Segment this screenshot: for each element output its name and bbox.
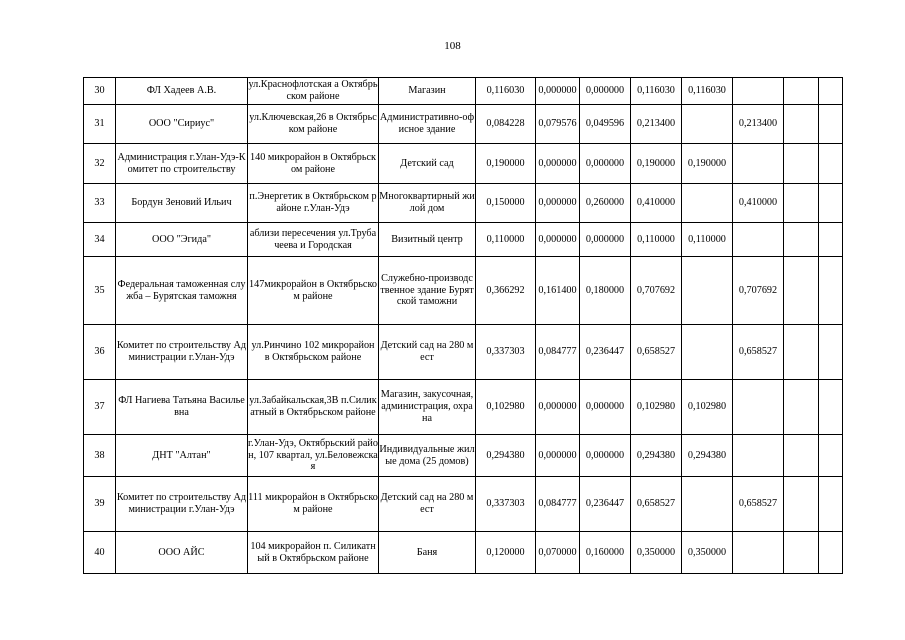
- object-address: п.Энергетик в Октябрьском районе г.Улан-Удэ: [248, 184, 379, 223]
- object-purpose: Детский сад на 280 мест: [379, 477, 476, 532]
- value-cell: 0,000000: [536, 78, 580, 105]
- value-cell: 0,084228: [476, 105, 536, 144]
- value-cell: 0,102980: [682, 380, 733, 435]
- value-cell: 0,000000: [580, 435, 631, 477]
- value-cell: 0,000000: [580, 144, 631, 184]
- object-address: 104 микрорайон п. Силикатный в Октябрьском районе: [248, 532, 379, 574]
- value-cell: 0,410000: [631, 184, 682, 223]
- value-cell: 0,000000: [536, 144, 580, 184]
- value-cell: [819, 144, 843, 184]
- row-number: 31: [84, 105, 116, 144]
- object-address: аблизи пересечения ул.Трубачеева и Городская: [248, 223, 379, 257]
- value-cell: [819, 477, 843, 532]
- applicant-name: Комитет по строительству Администрации г.Улан-Удэ: [116, 477, 248, 532]
- table-row: [84, 144, 843, 184]
- value-cell: 0,120000: [476, 532, 536, 574]
- row-number: 36: [84, 325, 116, 380]
- value-cell: 0,350000: [631, 532, 682, 574]
- value-cell: 0,260000: [580, 184, 631, 223]
- value-cell: 0,070000: [536, 532, 580, 574]
- value-cell: 0,350000: [682, 532, 733, 574]
- value-cell: 0,658527: [733, 477, 784, 532]
- value-cell: [819, 257, 843, 325]
- value-cell: 0,180000: [580, 257, 631, 325]
- page-number: 108: [444, 40, 461, 52]
- applicant-name: Администрация г.Улан-Удэ-Комитет по строительству: [116, 144, 248, 184]
- applicant-name: ДНТ "Алтан": [116, 435, 248, 477]
- value-cell: 0,000000: [536, 184, 580, 223]
- value-cell: 0,116030: [682, 78, 733, 105]
- value-cell: [784, 380, 819, 435]
- value-cell: [784, 78, 819, 105]
- object-purpose: Административно-офисное здание: [379, 105, 476, 144]
- value-cell: 0,084777: [536, 477, 580, 532]
- value-cell: 0,236447: [580, 477, 631, 532]
- row-number: 37: [84, 380, 116, 435]
- table-row: [84, 532, 843, 574]
- row-number: 35: [84, 257, 116, 325]
- value-cell: 0,000000: [536, 435, 580, 477]
- value-cell: 0,294380: [476, 435, 536, 477]
- table-row: [84, 184, 843, 223]
- applicant-name: ООО АЙС: [116, 532, 248, 574]
- value-cell: 0,366292: [476, 257, 536, 325]
- row-number: 40: [84, 532, 116, 574]
- value-cell: 0,190000: [476, 144, 536, 184]
- value-cell: [819, 223, 843, 257]
- value-cell: [733, 223, 784, 257]
- table-row: [84, 78, 843, 105]
- value-cell: [733, 144, 784, 184]
- object-purpose: Магазин: [379, 78, 476, 105]
- value-cell: 0,116030: [476, 78, 536, 105]
- value-cell: [733, 532, 784, 574]
- value-cell: [682, 184, 733, 223]
- value-cell: 0,294380: [682, 435, 733, 477]
- row-number: 39: [84, 477, 116, 532]
- value-cell: 0,337303: [476, 477, 536, 532]
- value-cell: [819, 435, 843, 477]
- table-row: [84, 223, 843, 257]
- object-address: ул.Ринчино 102 микрорайон в Октябрьском районе: [248, 325, 379, 380]
- object-address: ул.Забайкальская,3В п.Силикатный в Октябрьском районе: [248, 380, 379, 435]
- applicant-name: ФЛ Нагиева Татьяна Васильевна: [116, 380, 248, 435]
- value-cell: 0,049596: [580, 105, 631, 144]
- value-cell: 0,000000: [536, 223, 580, 257]
- table-row: [84, 477, 843, 532]
- value-cell: 0,000000: [536, 380, 580, 435]
- value-cell: [819, 184, 843, 223]
- value-cell: 0,658527: [733, 325, 784, 380]
- table-row: [84, 380, 843, 435]
- object-address: 140 микрорайон в Октябрьском районе: [248, 144, 379, 184]
- row-number: 30: [84, 78, 116, 105]
- value-cell: 0,116030: [631, 78, 682, 105]
- table-row: [84, 257, 843, 325]
- object-purpose: Магазин, закусочная, администрация, охрана: [379, 380, 476, 435]
- value-cell: [682, 105, 733, 144]
- applicant-name: Комитет по строительству Администрации г.Улан-Удэ: [116, 325, 248, 380]
- value-cell: 0,410000: [733, 184, 784, 223]
- value-cell: [733, 78, 784, 105]
- value-cell: 0,213400: [733, 105, 784, 144]
- row-number: 38: [84, 435, 116, 477]
- value-cell: [784, 223, 819, 257]
- object-purpose: Детский сад: [379, 144, 476, 184]
- value-cell: 0,161400: [536, 257, 580, 325]
- table-row: [84, 435, 843, 477]
- value-cell: 0,102980: [476, 380, 536, 435]
- object-purpose: Многоквартирный жилой дом: [379, 184, 476, 223]
- value-cell: [819, 325, 843, 380]
- value-cell: 0,190000: [631, 144, 682, 184]
- value-cell: 0,337303: [476, 325, 536, 380]
- value-cell: [733, 435, 784, 477]
- value-cell: [682, 477, 733, 532]
- object-address: ул.Ключевская,26 в Октябрьском районе: [248, 105, 379, 144]
- value-cell: 0,000000: [580, 223, 631, 257]
- value-cell: [682, 257, 733, 325]
- applicant-name: Бордун Зеновий Ильич: [116, 184, 248, 223]
- value-cell: [819, 105, 843, 144]
- value-cell: 0,150000: [476, 184, 536, 223]
- value-cell: [682, 325, 733, 380]
- value-cell: [784, 532, 819, 574]
- connections-table: [83, 77, 843, 574]
- row-number: 32: [84, 144, 116, 184]
- object-purpose: Визитный центр: [379, 223, 476, 257]
- value-cell: 0,000000: [580, 78, 631, 105]
- object-address: 111 микрорайон в Октябрьском районе: [248, 477, 379, 532]
- table-row: [84, 105, 843, 144]
- value-cell: 0,000000: [580, 380, 631, 435]
- object-address: г.Улан-Удэ, Октябрьский район, 107 квартал, ул.Беловежская: [248, 435, 379, 477]
- applicant-name: ООО "Эгида": [116, 223, 248, 257]
- value-cell: 0,213400: [631, 105, 682, 144]
- value-cell: 0,658527: [631, 477, 682, 532]
- applicant-name: ООО "Сириус": [116, 105, 248, 144]
- value-cell: 0,102980: [631, 380, 682, 435]
- object-purpose: Служебно-производственное здание Бурятской таможни: [379, 257, 476, 325]
- value-cell: [784, 184, 819, 223]
- value-cell: [784, 105, 819, 144]
- value-cell: [784, 325, 819, 380]
- value-cell: 0,658527: [631, 325, 682, 380]
- value-cell: 0,707692: [733, 257, 784, 325]
- value-cell: [784, 144, 819, 184]
- value-cell: 0,707692: [631, 257, 682, 325]
- object-purpose: Баня: [379, 532, 476, 574]
- row-number: 33: [84, 184, 116, 223]
- value-cell: [784, 435, 819, 477]
- value-cell: 0,110000: [476, 223, 536, 257]
- object-purpose: Детский сад на 280 мест: [379, 325, 476, 380]
- value-cell: 0,079576: [536, 105, 580, 144]
- value-cell: 0,110000: [682, 223, 733, 257]
- value-cell: 0,084777: [536, 325, 580, 380]
- value-cell: [819, 380, 843, 435]
- value-cell: [819, 78, 843, 105]
- applicant-name: Федеральная таможенная служба – Бурятская таможня: [116, 257, 248, 325]
- value-cell: 0,294380: [631, 435, 682, 477]
- object-address: 147микрорайон в Октябрьском районе: [248, 257, 379, 325]
- table-row: [84, 325, 843, 380]
- value-cell: 0,236447: [580, 325, 631, 380]
- value-cell: 0,160000: [580, 532, 631, 574]
- value-cell: [784, 477, 819, 532]
- value-cell: 0,110000: [631, 223, 682, 257]
- applicant-name: ФЛ Хадеев А.В.: [116, 78, 248, 105]
- object-purpose: Индивидуальные жилые дома (25 домов): [379, 435, 476, 477]
- row-number: 34: [84, 223, 116, 257]
- value-cell: 0,190000: [682, 144, 733, 184]
- value-cell: [819, 532, 843, 574]
- object-address: ул.Краснофлотская а Октябрьском районе: [248, 78, 379, 105]
- value-cell: [784, 257, 819, 325]
- value-cell: [733, 380, 784, 435]
